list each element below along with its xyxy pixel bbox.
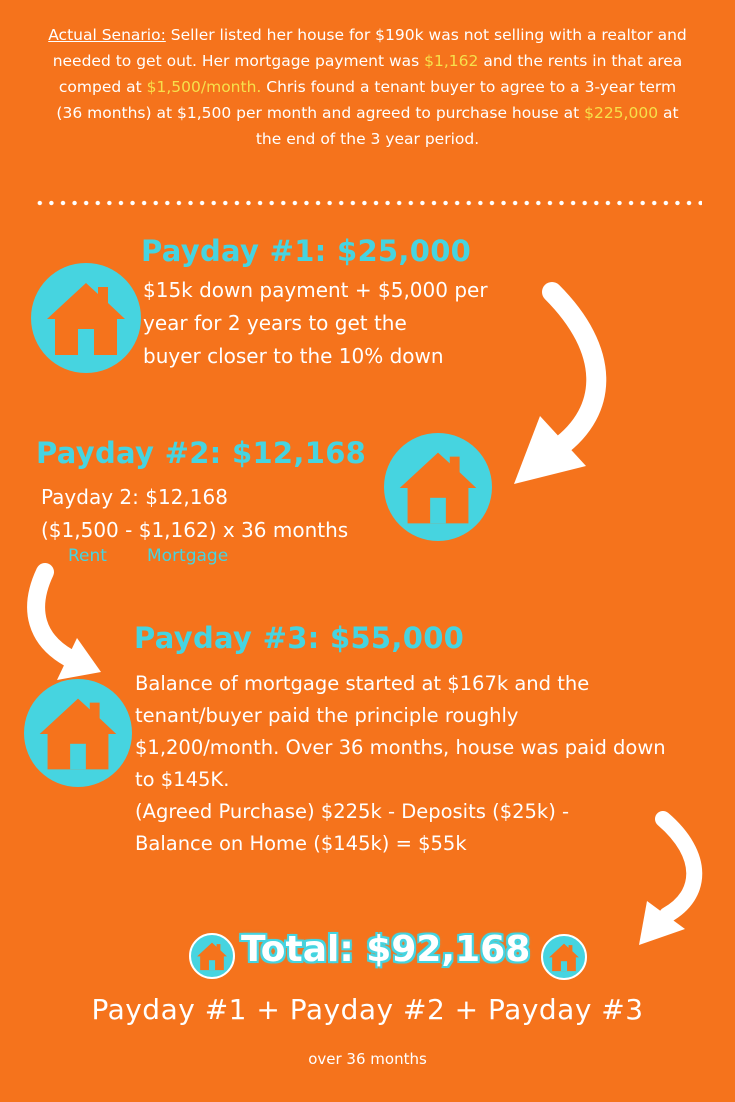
house-icon [24, 679, 132, 787]
intro-mortgage-amount: $1,162 [424, 52, 479, 70]
house-icon [189, 933, 235, 979]
payday3-line: $1,200/month. Over 36 months, house was paid down [135, 736, 666, 759]
payday1-line: buyer closer to the 10% down [143, 344, 444, 368]
intro-text-3: Chris found a tenant buyer to agree to a 3-year term (36 months) at $1,500 per month and agreed to purchase house at [56, 78, 677, 122]
house-icon [541, 934, 587, 980]
house-icon [31, 263, 141, 373]
curved-arrow-icon [625, 805, 715, 955]
intro-rent-amount: $1,500/month. [146, 78, 262, 96]
payday3-description [135, 668, 666, 860]
payday3-line: Balance of mortgage started at $167k and the [135, 672, 590, 695]
payday1-title: Payday #1: $25,000 [141, 234, 472, 268]
curved-arrow-icon [15, 560, 115, 690]
dotted-divider [34, 200, 702, 206]
total-formula: Payday #1 + Payday #2 + Payday #3 [91, 993, 644, 1026]
payday1-line: year for 2 years to get the [143, 311, 407, 335]
mortgage-label: Mortgage [147, 546, 229, 566]
payday3-line: Balance on Home ($145k) = $55k [135, 832, 467, 855]
payday1-line: $15k down payment + $5,000 per [143, 278, 488, 302]
payday3-line: tenant/buyer paid the principle roughly [135, 704, 519, 727]
payday2-description [41, 481, 348, 547]
payday2-line-2: ($1,500 - $1,162) x 36 months [41, 518, 349, 542]
intro-label: Actual Senario: [48, 26, 166, 44]
payday3-line: (Agreed Purchase) $225k - Deposits ($25k) - [135, 800, 570, 823]
payday3-title: Payday #3: $55,000 [134, 621, 465, 655]
payday3-line: to $145K. [135, 768, 230, 791]
payday2-line-1: Payday 2: $12,168 [41, 485, 228, 509]
intro-text-4: at the end of the 3 year period. [255, 104, 679, 148]
total-title: Total: $92,168 [241, 929, 531, 970]
intro-text-2: and the rents in that area comped at [58, 52, 683, 96]
payday2-title: Payday #2: $12,168 [36, 436, 367, 470]
house-icon [384, 433, 492, 541]
rent-label: Rent [68, 546, 107, 566]
curved-arrow-icon [500, 270, 630, 500]
intro-paragraph [45, 22, 690, 152]
total-note: over 36 months [308, 1050, 427, 1068]
intro-purchase-price: $225,000 [584, 104, 659, 122]
intro-text-1: Seller listed her house for $190k was not selling with a realtor and needed to get out. Her mortgage payment was [52, 26, 687, 70]
payday1-description [143, 274, 488, 373]
